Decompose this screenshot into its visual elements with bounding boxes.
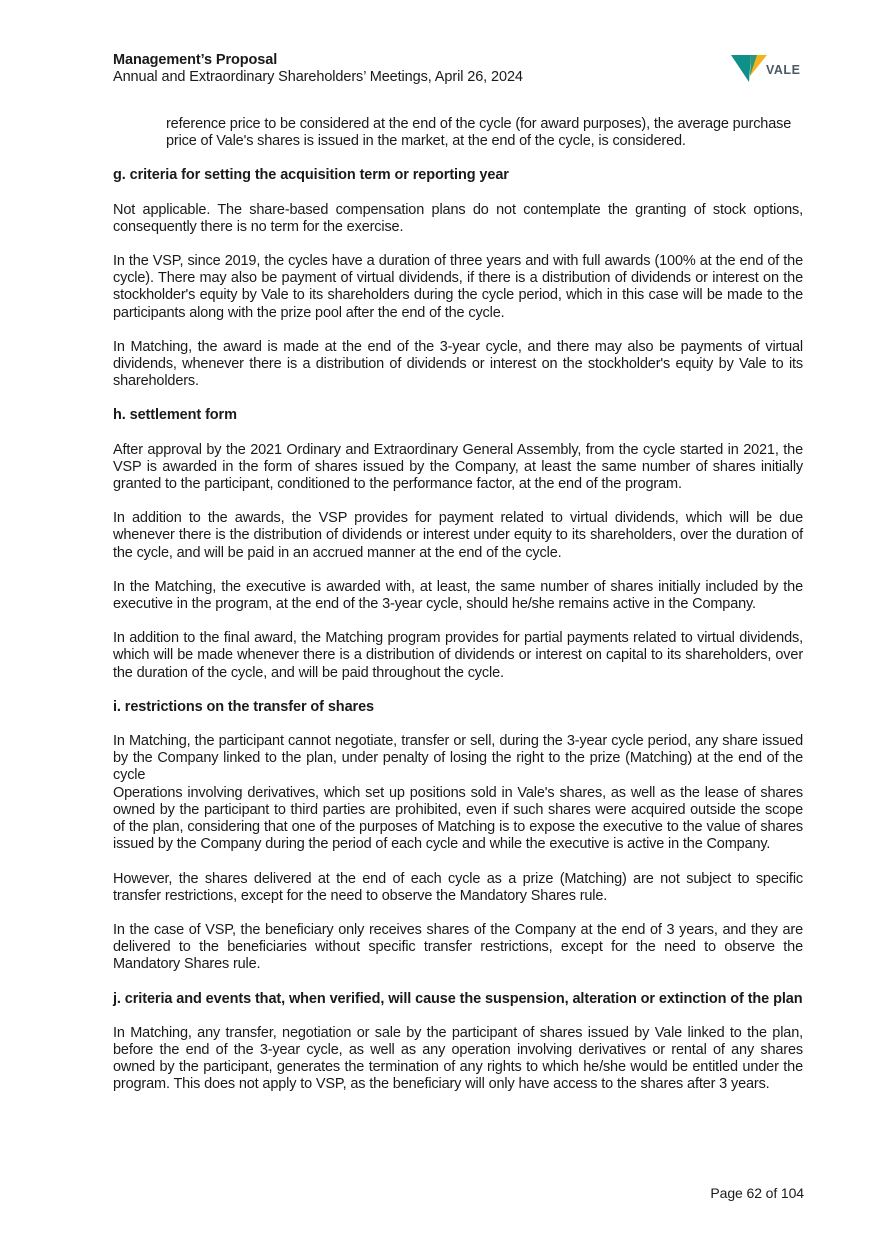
header-title: Management’s Proposal [113,52,278,68]
section-j-heading: j. criteria and events that, when verified, will cause the suspension, alteration or extinction of the plan [113,990,803,1007]
section-g-heading: g. criteria for setting the acquisition term or reporting year [113,167,509,184]
section-i-paragraph-3: However, the shares delivered at the end of each cycle as a prize (Matching) are not subject to specific transfer restrictions, except for the need to observe the Mandatory Shares rule. [113,870,803,904]
section-h-paragraph-4: In addition to the final award, the Matching program provides for partial payments related to virtual dividends, which will be made whenever there is a distribution of dividends or interest on capital to its shareholders, over the duration of the cycle, and will be paid throughout the cycle. [113,630,803,681]
logo-text: VALE [766,63,801,77]
section-h-paragraph-3: In the Matching, the executive is awarded with, at least, the same number of shares initially included by the executive in the program, at the end of the 3-year cycle, should he/she remains active in the Company. [113,578,803,613]
page-number: Page 62 of 104 [710,1185,804,1201]
section-h-paragraph-2: In addition to the awards, the VSP provides for payment related to virtual dividends, which will be due whenever there is the distribution of dividends or interest under equity to its shareholders, over the duration of the cycle, and will be paid in an accrued manner at the end of the cycle. [113,510,803,561]
section-i-heading: i. restrictions on the transfer of shares [113,698,374,715]
section-i-paragraph-2: Operations involving derivatives, which set up positions sold in Vale's shares, as well as the lease of shares owned by the participant to third parties are prohibited, even if such shares were acquired outside the scope of the plan, considering that one of the purposes of Matching is to expose the executive to the value of shares issued by the Company during the period of each cycle and while the executive is active in the Company. [113,784,803,853]
section-i-paragraph-1: In Matching, the participant cannot negotiate, transfer or sell, during the 3-year cycle period, any share issued by the Company linked to the plan, under penalty of losing the right to the prize (Matching) at the end of the cycle [113,733,803,784]
section-g-paragraph-2: In the VSP, since 2019, the cycles have a duration of three years and with full awards (100% at the end of the cycle). There may also be payment of virtual dividends, if there is a distribution of dividends or interest on the stockholder's equity by Vale to its shareholders during the cycle period, which in this case will be made to the participants along with the prize pool after the end of the cycle. [113,253,803,321]
section-j-paragraph-1: In Matching, any transfer, negotiation or sale by the participant of shares issued by Vale linked to the plan, before the end of the 3-year cycle, as well as any operation involving derivatives or rental of any shares owned by the participant, generates the termination of any rights to which he/she would be entitled under the program. This does not apply to VSP, as the beneficiary will only have access to the shares after 3 years. [113,1024,803,1093]
intro-paragraph: reference price to be considered at the end of the cycle (for award purposes), the average purchase price of Vale's shares is issued in the market, at the end of the cycle, is considered. [166,116,792,150]
vale-v-logo-icon [729,52,769,84]
header-subtitle: Annual and Extraordinary Shareholders’ Meetings, April 26, 2024 [113,69,523,85]
section-h-heading: h. settlement form [113,407,237,424]
section-g-paragraph-3: In Matching, the award is made at the end of the 3-year cycle, and there may also be payments of virtual dividends, whenever there is a distribution of dividends or interest on the stockholder's equity by Vale to its shareholders. [113,338,803,390]
vale-logo [729,50,811,86]
section-h-paragraph-1: After approval by the 2021 Ordinary and Extraordinary General Assembly, from the cycle started in 2021, the VSP is awarded in the form of shares issued by the Company, at least the same number of shares initially granted to the participant, conditioned to the performance factor, at the end of the program. [113,441,803,493]
document-body [113,116,803,1094]
section-i-paragraph-4: In the case of VSP, the beneficiary only receives shares of the Company at the end of 3 years, and they are delivered to the beneficiaries without specific transfer restrictions, except for the need to observe the Mandatory Shares rule. [113,921,803,973]
section-g-paragraph-1: Not applicable. The share-based compensation plans do not contemplate the granting of stock options, consequently there is no term for the exercise. [113,201,803,235]
page-header [113,52,803,86]
